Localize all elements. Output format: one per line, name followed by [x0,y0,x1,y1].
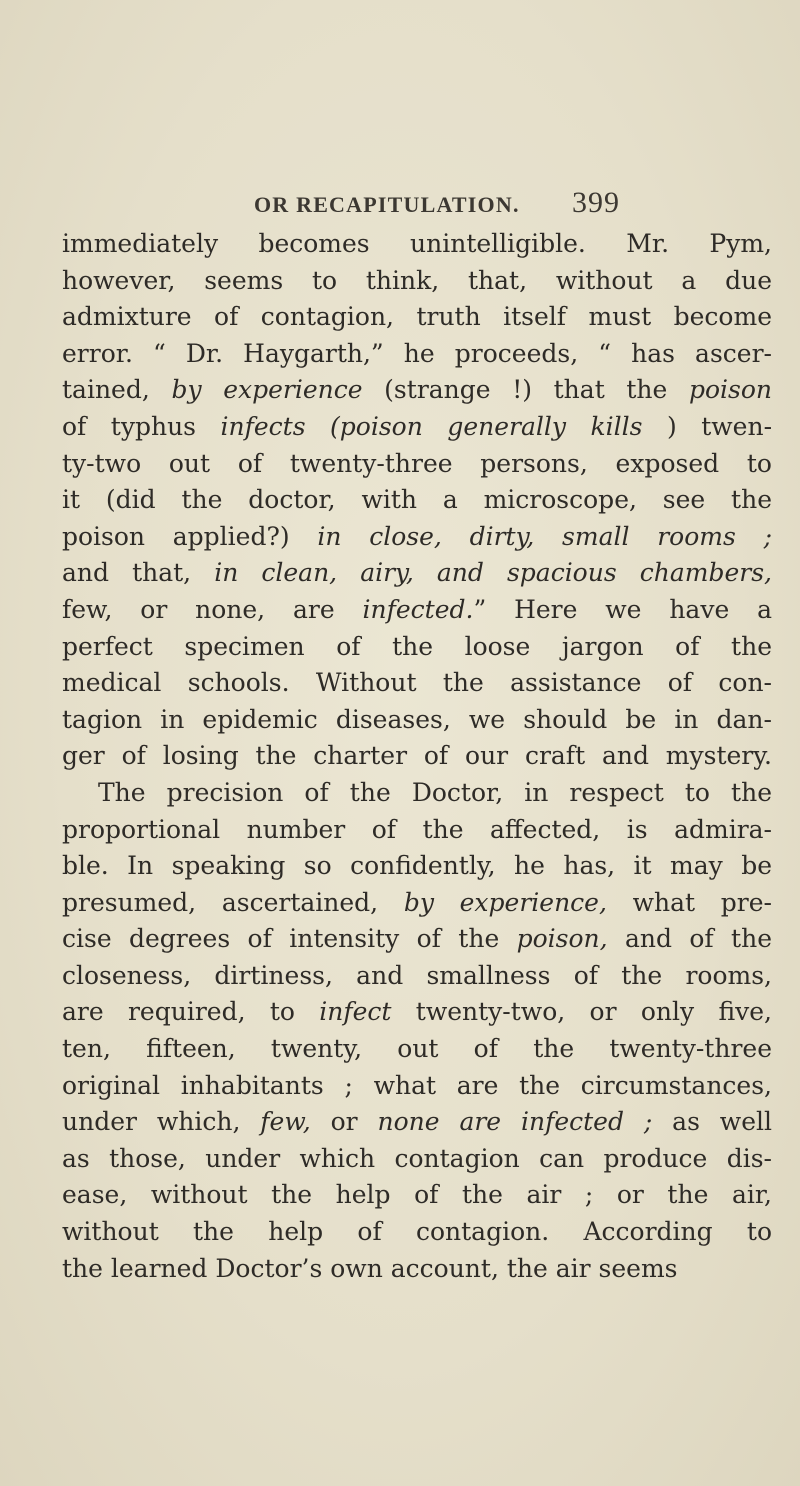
text-run: as well [652,1107,772,1137]
text-line [62,482,772,519]
text-line [62,336,772,373]
text-line [62,1214,772,1251]
text-run: ) twen- [642,411,773,441]
text-line [62,921,772,958]
italic-run: in clean, airy, and spacious chambers, [214,558,772,588]
text-run: ble. In speaking so confidently, he has, it may be [62,851,772,881]
italic-run: by experience, [403,887,607,917]
text-run: few, or none, are [62,594,363,624]
italic-run: none are infected ; [377,1107,653,1137]
text-line [62,263,772,300]
text-run: ease, without the help of the air ; or the air, [62,1180,772,1210]
text-run: of typhus [62,411,221,441]
text-run: as those, under which contagion can produce dis- [62,1143,772,1173]
text-line [62,702,772,739]
text-run: ” Here we have a [473,594,772,624]
text-line [62,555,772,592]
running-head [254,186,654,222]
text-run: however, seems to think, that, without a due [62,265,772,295]
text-line [62,1251,772,1288]
page-number: 399 [572,186,620,219]
text-line [62,738,772,775]
italic-run: few, [260,1107,311,1137]
text-run: ty-two out of twenty-three persons, exposed to [62,448,772,478]
text-run: closeness, dirtiness, and smallness of the rooms, [62,960,772,990]
text-line [62,1141,772,1178]
italic-run: poison, [516,924,608,954]
text-line [62,1104,772,1141]
text-run: it (did the doctor, with a microscope, see the [62,485,772,515]
text-line [62,1177,772,1214]
text-run: tained, [62,375,172,405]
italic-run: in close, dirty, small rooms ; [317,521,772,551]
text-run: admixture of contagion, truth itself must become [62,302,772,332]
text-run: and of the [607,924,772,954]
text-run: are required, to [62,997,320,1027]
text-line [62,812,772,849]
italic-run: infected. [362,594,474,624]
text-line [62,775,772,812]
text-line [62,409,772,446]
text-line [62,994,772,1031]
text-line [62,519,772,556]
text-run: twenty-two, or only five, [391,997,772,1027]
running-head-title: OR RECAPITULATION. [254,192,520,217]
text-line [62,1068,772,1105]
text-line [62,665,772,702]
text-run: under which, [62,1107,261,1137]
text-run: what pre- [606,887,772,917]
italic-run: infects (poison generally kills [220,411,643,441]
text-run: proportional number of the affected, is admira- [62,814,772,844]
text-run: without the help of contagion. According to [62,1217,772,1247]
text-line [62,299,772,336]
text-run: presumed, ascertained, [62,887,404,917]
text-run: perfect specimen of the loose jargon of the [62,631,772,661]
text-run: or [310,1107,378,1137]
text-run: immediately becomes unintelligible. Mr. Pym, [62,229,772,258]
text-line [62,885,772,922]
text-run: ten, fifteen, twenty, out of the twenty-three [62,1034,772,1064]
text-line [62,592,772,629]
body-text [62,226,772,1287]
italic-run: infect [319,997,392,1027]
text-run: The precision of the Doctor, in respect to the [98,777,772,807]
text-line [62,629,772,666]
text-run: cise degrees of intensity of the [62,924,517,954]
text-line [62,1031,772,1068]
text-run: original inhabitants ; what are the circumstances, [62,1070,772,1100]
italic-run: by experience [171,375,363,405]
text-run: the learned Doctor’s own account, the air seems [62,1253,678,1283]
text-line [62,958,772,995]
text-line [62,372,772,409]
text-run: error. “ Dr. Haygarth,” he proceeds, “ has ascer- [62,338,772,368]
text-run: tagion in epidemic diseases, we should be in dan- [62,704,772,734]
text-run: and that, [62,558,215,588]
text-run: ger of losing the charter of our craft and mystery. [62,741,772,771]
text-line [62,446,772,483]
italic-run: poison [688,375,773,405]
text-line [62,226,772,263]
text-run: poison applied?) [62,521,318,551]
text-line [62,848,772,885]
text-run: medical schools. Without the assistance of con- [62,668,772,698]
text-run: (strange !) that the [362,375,689,405]
